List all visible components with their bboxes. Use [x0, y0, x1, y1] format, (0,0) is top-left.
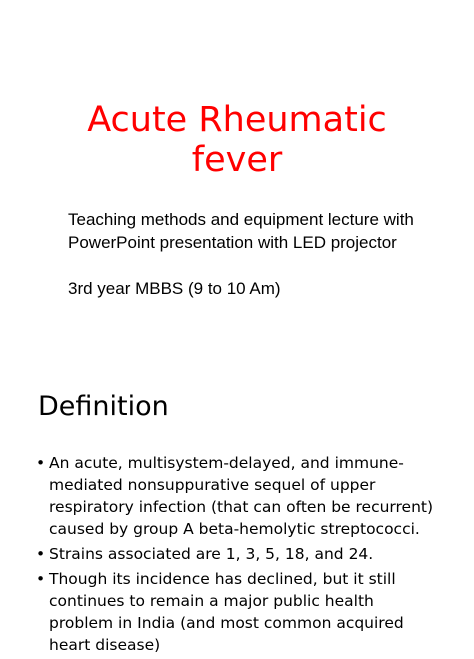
slide-subtitle — [68, 208, 448, 300]
definition-heading: Definition — [38, 391, 169, 422]
bullet-item: • An acute, multisystem-delayed, and immune-mediated nonsuppurative sequel of upper respiratory infection (that can often be recurrent) caused by group A beta-hemolytic streptococci. — [36, 452, 436, 540]
slide-title — [0, 100, 474, 180]
bullet-item: • Strains associated are 1, 3, 5, 18, and 24. — [36, 543, 436, 565]
definition-bullet-list — [36, 452, 436, 659]
subtitle-schedule: 3rd year MBBS (9 to 10 Am) — [68, 279, 281, 298]
slide-title-line-1: Acute Rheumatic — [87, 100, 387, 140]
slide-title-line-2: fever — [191, 140, 283, 180]
subtitle-description: Teaching methods and equipment lecture with PowerPoint presentation with LED projector — [68, 210, 414, 252]
bullet-item: • Though its incidence has declined, but it still continues to remain a major public health problem in India (and most common acquired heart disease) — [36, 568, 436, 656]
